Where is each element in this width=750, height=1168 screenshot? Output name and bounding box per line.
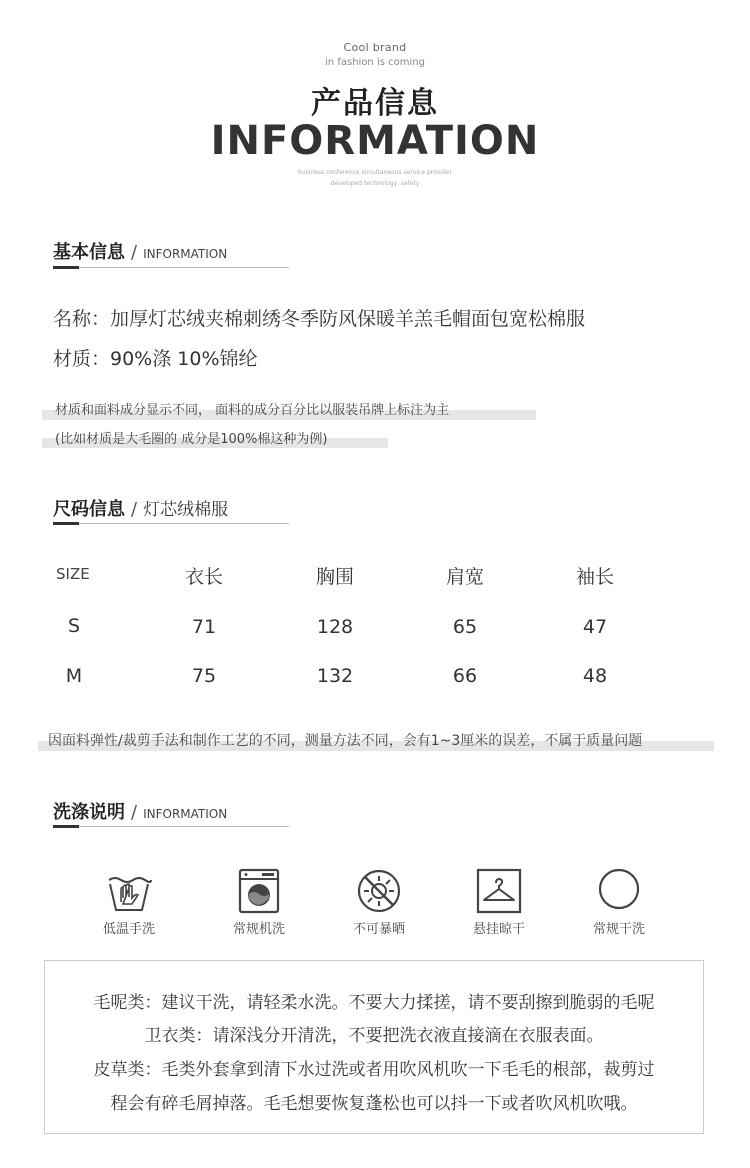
material-note-1: 材质和面料成分显示不同， 面料的成分百分比以服装吊牌上标注为主 (55, 403, 450, 418)
table-cell: 75 (191, 665, 217, 687)
no-sun-dry-icon (356, 868, 402, 914)
basic-info-heading-cn: 基本信息 (53, 242, 125, 263)
section-divider-accent (53, 825, 79, 828)
table-cell: 128 (316, 616, 354, 638)
wash-label-hang-dry: 悬挂晾干 (472, 922, 525, 937)
section-divider-accent (53, 522, 79, 525)
hang-dry-icon (476, 868, 522, 914)
care-line-wool: 毛呢类：建议干洗，请轻柔水洗。不要大力揉搓，请不要刮擦到脆弱的毛呢 (93, 993, 655, 1013)
brand-line-1: Cool brand (343, 41, 407, 54)
table-cell: 48 (582, 665, 608, 687)
washing-machine-icon (236, 868, 282, 914)
wash-label-dry-clean: 常规干洗 (592, 922, 645, 937)
size-info-heading-sub: 灯芯绒棉服 (143, 500, 229, 520)
table-header-chest: 胸围 (315, 566, 354, 588)
material-note-2: (比如材质是大毛圈的 成分是100%棉这种为例) (55, 432, 328, 447)
basic-info-heading (53, 238, 227, 264)
section-divider-accent (53, 266, 79, 269)
table-cell: 71 (191, 616, 217, 638)
table-cell: 47 (582, 616, 608, 638)
table-header-sleeve: 袖长 (575, 566, 614, 588)
product-name-line: 名称：加厚灯芯绒夹棉刺绣冬季防风保暖羊羔毛帽面包宽松棉服 (53, 308, 586, 330)
wash-label-machine-wash: 常规机洗 (232, 922, 285, 937)
size-error-note: 因面料弹性/裁剪手法和制作工艺的不同，测量方法不同，会有1~3厘米的误差，不属于质量问题 (48, 733, 643, 749)
care-line-hoodie: 卫衣类：请深浅分开清洗，不要把洗衣液直接滴在衣服表面。 (144, 1026, 604, 1046)
material-line: 材质：90%涤 10%锦纶 (53, 348, 258, 370)
header-small-text-2: developed technology, safety (330, 180, 420, 187)
wash-info-heading-cn: 洗涤说明 (53, 802, 125, 823)
table-cell: 66 (452, 665, 478, 687)
page-title-en: INFORMATION (210, 118, 540, 164)
wash-info-heading (53, 798, 227, 824)
table-cell: 65 (452, 616, 478, 638)
table-header-size: SIZE (56, 565, 90, 583)
section-divider (53, 523, 289, 524)
section-divider (53, 267, 289, 268)
size-info-heading-cn: 尺码信息 (53, 499, 125, 520)
care-line-fur-cont: 程会有碎毛屑掉落。毛毛想要恢复蓬松也可以抖一下或者吹风机吹哦。 (110, 1094, 638, 1114)
dry-clean-icon (596, 868, 642, 914)
table-header-shoulder: 肩宽 (445, 566, 484, 588)
heading-slash: / (131, 499, 138, 520)
wash-label-no-sun: 不可暴晒 (352, 922, 405, 937)
size-info-heading (53, 495, 228, 521)
table-cell: M (65, 665, 83, 687)
table-header-length: 衣长 (184, 566, 223, 588)
heading-slash: / (131, 802, 138, 823)
table-cell: 132 (316, 665, 354, 687)
header-small-text-1: business conference simultaneous service provider (298, 169, 452, 176)
page-title-cn: 产品信息 (311, 86, 439, 121)
section-divider (53, 826, 289, 827)
hand-wash-icon (106, 868, 152, 914)
wash-label-hand-wash: 低温手洗 (102, 922, 155, 937)
brand-line-2: in fashion is coming (325, 57, 425, 68)
heading-slash: / (131, 242, 138, 263)
wash-info-heading-en: INFORMATION (143, 807, 228, 821)
care-line-fur: 皮草类：毛类外套拿到清下水过洗或者用吹风机吹一下毛毛的根部，裁剪过 (93, 1060, 655, 1080)
basic-info-heading-en: INFORMATION (143, 247, 228, 261)
table-cell: S (67, 615, 81, 637)
